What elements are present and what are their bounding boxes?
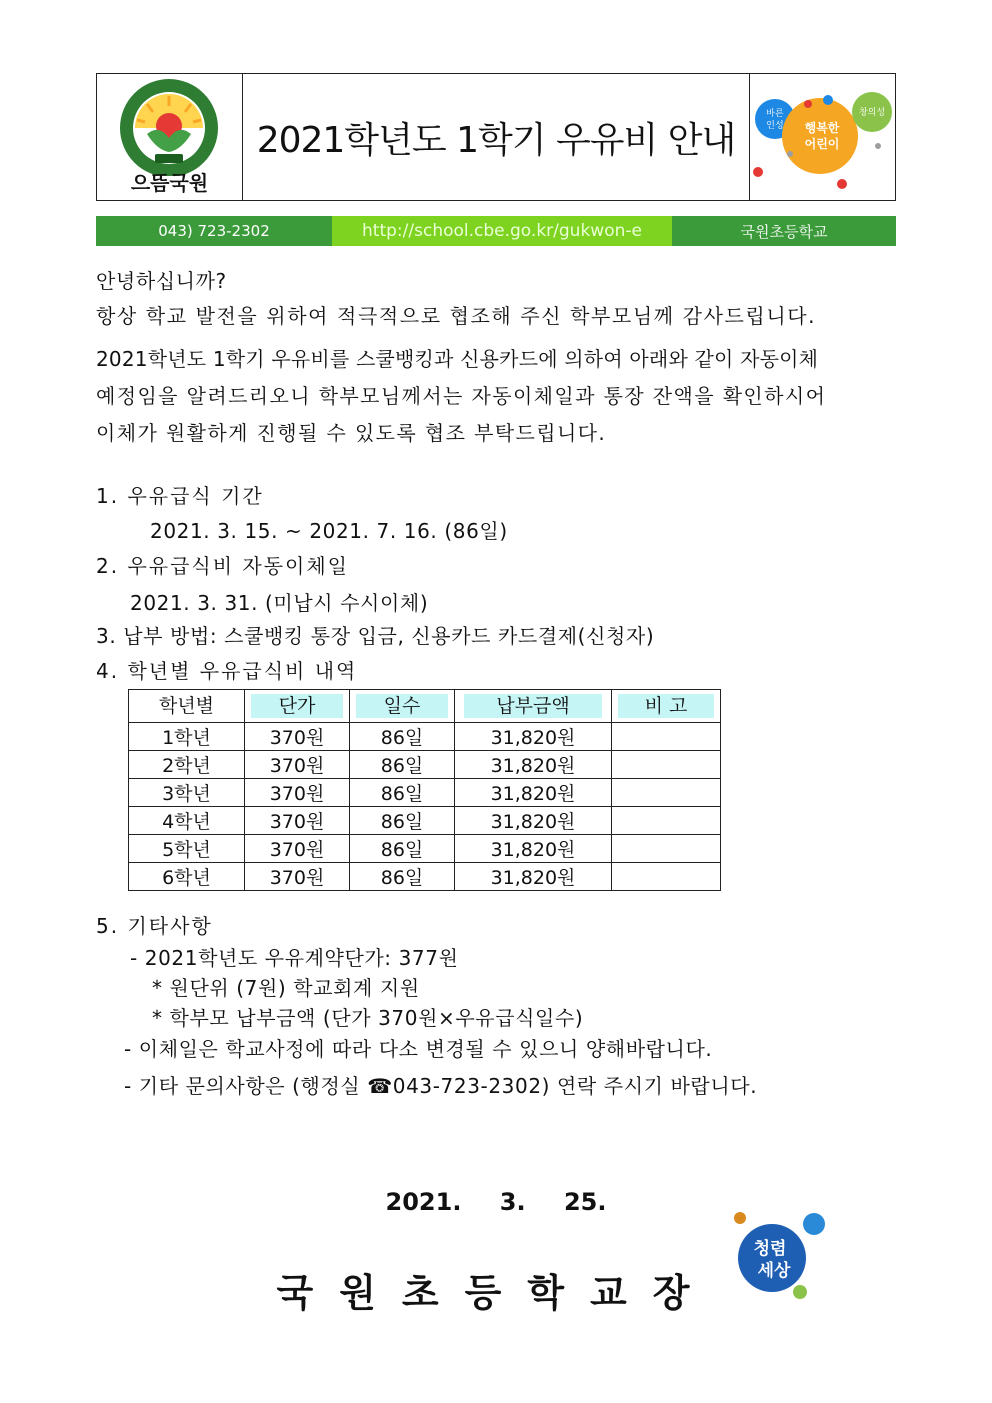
logo-label: 으뜸국원	[130, 171, 209, 195]
info-bar	[96, 216, 896, 246]
table-header-row	[129, 690, 721, 723]
header-box	[96, 73, 896, 201]
phone-number: 043) 723-2302	[158, 222, 270, 240]
body-line-1: 2021학년도 1학기 우유비를 스쿨뱅킹과 신용카드에 의하여 아래와 같이 자동이체	[96, 347, 819, 371]
section-2-detail: 2021. 3. 31. (미납시 수시이체)	[130, 591, 429, 615]
school-url-link[interactable]: http://school.cbe.go.kr/gukwon-e	[332, 216, 672, 246]
col-header-grade: 학년별	[129, 690, 245, 723]
section-5-sub-2: * 학부모 납부금액 (단가 370원×우유급식일수)	[152, 1006, 584, 1030]
col-header-note: 비 고	[612, 690, 721, 723]
motto-center-line2: 어린이	[804, 137, 840, 151]
greeting: 안녕하십니까?	[96, 269, 227, 293]
section-5-item-3: - 기타 문의사항은 (행정실 ☎043-723-2302) 연락 주시기 바랍니다.	[124, 1074, 758, 1098]
motto-bubbles-icon	[750, 74, 895, 200]
motto-left-line2: 인성	[766, 120, 784, 130]
seal-text-top: 청렴	[753, 1239, 787, 1258]
section-2-title: 2. 우유급식비 자동이체일	[96, 554, 349, 578]
table-row: 2학년 370원 86일 31,820원	[129, 751, 721, 779]
school-emblem-icon	[97, 76, 242, 176]
table-row: 3학년 370원 86일 31,820원	[129, 779, 721, 807]
school-logo	[97, 74, 243, 200]
col-header-price: 단가	[245, 690, 350, 723]
body-line-3: 이체가 원활하게 진행될 수 있도록 협조 부탁드립니다.	[96, 421, 607, 445]
thanks-text: 항상 학교 발전을 위하여 적극적으로 협조해 주신 학부모님께 감사드립니다.	[96, 304, 817, 328]
integrity-seal-icon	[728, 1208, 832, 1304]
col-header-amount: 납부금액	[455, 690, 612, 723]
motto-graphic	[749, 74, 895, 200]
motto-right: 창의성	[858, 107, 886, 117]
section-3-title: 3. 납부 방법: 스쿨뱅킹 통장 입금, 신용카드 카드결제(신청자)	[96, 624, 655, 648]
section-5-item-2: - 이체일은 학교사정에 따라 다소 변경될 수 있으니 양해바랍니다.	[124, 1037, 713, 1061]
section-5-title: 5. 기타사항	[96, 914, 213, 938]
table-row: 6학년 370원 86일 31,820원	[129, 863, 721, 891]
section-1-detail: 2021. 3. 15. ~ 2021. 7. 16. (86일)	[150, 519, 508, 543]
table-row: 5학년 370원 86일 31,820원	[129, 835, 721, 863]
section-5-sub-1: * 원단위 (7원) 학교회계 지원	[152, 976, 420, 1000]
body-line-2: 예정임을 알려드리오니 학부모님께서는 자동이체일과 통장 잔액을 확인하시어	[96, 384, 827, 408]
principal-signature: 국원초등학교장	[276, 1271, 716, 1315]
school-name: 국원초등학교	[740, 222, 828, 241]
seal-text-bottom: 세상	[757, 1261, 791, 1280]
table-row: 4학년 370원 86일 31,820원	[129, 807, 721, 835]
motto-center-line1: 행복한	[804, 121, 840, 135]
section-1-title: 1. 우유급식 기간	[96, 484, 264, 508]
page-title: 2021학년도 1학기 우유비 안내	[256, 119, 736, 161]
section-5-item-1: - 2021학년도 우유계약단가: 377원	[130, 946, 459, 970]
section-4-title: 4. 학년별 우유급식비 내역	[96, 659, 358, 683]
col-header-days: 일수	[350, 690, 455, 723]
table-row: 1학년 370원 86일 31,820원	[129, 723, 721, 751]
issue-date: 2021. 3. 25.	[385, 1188, 607, 1216]
fee-table	[128, 689, 721, 891]
motto-left-line1: 바른	[766, 108, 784, 118]
